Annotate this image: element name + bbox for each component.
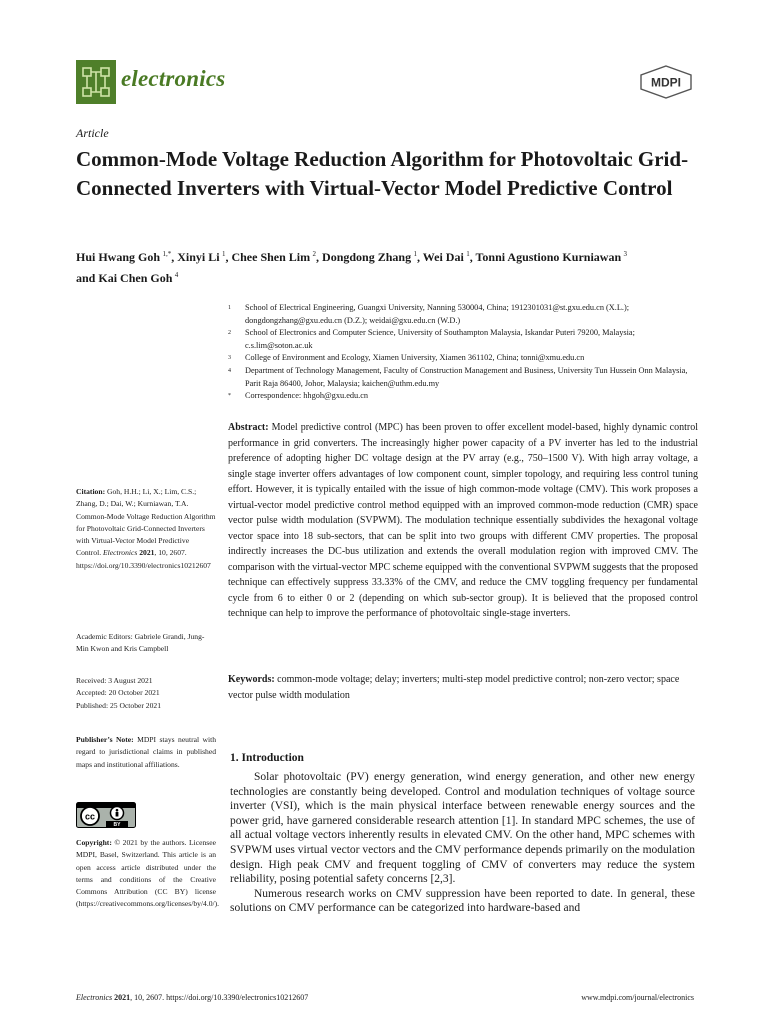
keywords-label: Keywords:: [228, 674, 275, 685]
author-name[interactable]: Hui Hwang Goh: [76, 250, 161, 264]
author-name[interactable]: Kai Chen Goh: [98, 271, 173, 285]
affiliation-item: [228, 352, 698, 365]
cc-by-license-icon[interactable]: [76, 802, 136, 828]
date-published: Published: 25 October 2021: [76, 700, 161, 710]
footer-citation: [76, 993, 308, 1002]
citation-journal: Electronics: [103, 548, 138, 558]
footer-doi[interactable]: , 10, 2607. https://doi.org/10.3390/electronics10212607: [130, 993, 309, 1002]
affiliations: [228, 302, 698, 403]
author-name[interactable]: Xinyi Li: [177, 250, 220, 264]
abstract-label: Abstract:: [228, 422, 269, 433]
journal-name: electronics: [121, 66, 226, 91]
date-received: Received: 3 August 2021: [76, 676, 153, 685]
publication-dates: [76, 675, 216, 712]
cc-badge-label: BY: [113, 822, 121, 828]
author-sup: 1: [466, 250, 470, 258]
author-name[interactable]: Chee Shen Lim: [231, 250, 311, 264]
citation-doi[interactable]: , 10, 2607. https://doi.org/10.3390/electronics10212607: [76, 548, 211, 570]
academic-editors: Academic Editors: Gabriele Grandi, Jung-Min Kwon and Kris Campbell: [76, 632, 205, 654]
abstract: [228, 420, 698, 622]
copyright-block: [76, 837, 220, 911]
citation-year: 2021: [139, 548, 155, 558]
affiliation-text: Correspondence: hhgoh@gxu.edu.cn: [245, 391, 369, 401]
svg-text:cc: cc: [84, 811, 96, 822]
author-name[interactable]: Dongdong Zhang: [322, 250, 412, 264]
affiliation-text: College of Environment and Ecology, Xiamen University, Xiamen 361102, China; tonni@xmu.edu.cn: [245, 353, 585, 363]
journal-logo: [76, 60, 116, 104]
author-list: Hui Hwang Goh $^{1,*}$, Xinyi Li $^1$, Chee Shen Lim $^2$, Dongdong Zhang $^1$, Wei Dai $^1$, Tonni Agustiono Kurniawan $^3$ and Kai Chen Goh $^4$: [76, 250, 628, 285]
mdpi-logo: [639, 65, 693, 99]
affiliation-item: [228, 365, 698, 390]
author-sup: 1: [221, 250, 226, 258]
publishers-note-label: Publisher’s Note:: [76, 735, 134, 744]
paragraph: Solar photovoltaic (PV) energy generation, wind energy generation, and other new energy technologies are constantly being developed. Control and modulation techniques of voltage source inverter (VSI), which is the main physical interface between renewable energy sources and the power grid, have garnered considerable research attention [1]. In standard MPC schemes, the use of all actual voltage vectors inherently results in elevated CMV. On the other hand, MPC schemes with SVPWM uses virtual vector vectors and the CMV performance depends primarily on the modulation design. High peak CMV and frequent toggling of CMV of converters may reduce the system reliability, posing potential safety concerns [2,3].: [230, 771, 695, 886]
copyright-text: © 2021 by the authors. Licensee MDPI, Basel, Switzerland. This article is an open access article distributed under the terms and conditions of the Creative Commons Attribution (CC BY) license (https://creativecommons.org/licenses/by/4.0/).: [76, 838, 220, 909]
author-sup: 1: [413, 250, 417, 258]
author-sup: 2: [312, 250, 317, 258]
publisher-name: MDPI: [651, 75, 681, 90]
author-sup: 3: [623, 250, 628, 258]
article-title: Common-Mode Voltage Reduction Algorithm for Photovoltaic Grid-Connected Inverters with Virtual-Vector Model Predictive Control: [76, 147, 689, 200]
affiliation-number: 4: [228, 367, 231, 374]
affiliation-number: *: [228, 393, 231, 400]
date-accepted: Accepted: 20 October 2021: [76, 688, 160, 698]
affiliation-number: 1: [228, 305, 231, 311]
affiliation-text: School of Electronics and Computer Science, University of Southampton Malaysia, Iskandar Puteri 79200, Malaysia; c.s.lim@soton.ac.uk: [245, 328, 635, 350]
footer-journal: Electronics: [76, 993, 113, 1002]
affiliation-text: Department of Technology Management, Faculty of Construction Management and Business, University Tun Hussein Onn Malaysia, Parit Raja 86400, Johor, Malaysia; kaichen@uthm.edu.my: [245, 365, 688, 388]
citation-block: [76, 486, 216, 572]
footer-year: 2021: [114, 993, 131, 1002]
section-heading: 1. Introduction: [230, 752, 304, 764]
abstract-text: Model predictive control (MPC) has been proven to offer excellent model-based, highly dynamic control performance in grid converters. The increasingly higher power capacity of a PV inverter has led to the industrial preference of adopting higher DC voltage design at the PV array (e.g., 750–1500 V). With high array voltage, a single stage inverter offers advantages of low component count, simpler topology, and requiring less control tuning effort. However, it is typically entailed with the issue of high common-mode voltage (CMV). This work proposes a virtual-vector model predictive control method equipped with an improved common-mode reduction (CMR) space vector pulse width modulation (SVPWM). The modulation technique essentially subdivides the hexagonal voltage vector space into 18 sub-sectors, that can be split into two groups with different CMV properties. The proposal indirectly increases the DC-bus utilization and extends the overall modulation region with improved CMV. The comparison with the virtual-vector MPC scheme equipped with the conventional SVPWM suggests that the proposed technique can effectively suppress 33.33% of the CMV, and reduce the CMV toggling frequency per fundamental cycle from 6 to either 0 or 2 (depending on which sub-sector group). It is believed that the proposed control technique can help to improve the performance of photovoltaic single-stage inverters.: [228, 422, 699, 619]
affiliation-text: School of Electrical Engineering, Guangxi University, Nanning 530004, China; 1912301031@st.gxu.edu.cn (X.L.); dongdongzhang@gxu.edu.cn (D.Z.); weidai@gxu.edu.cn (W.D.): [245, 303, 630, 325]
author-sup: 1,*: [162, 250, 172, 258]
copyright-label: Copyright:: [76, 838, 112, 847]
keywords: [228, 672, 698, 703]
affiliation-item: [228, 302, 698, 327]
author-name[interactable]: Tonni Agustiono Kurniawan: [475, 250, 622, 264]
affiliation-item: [228, 327, 698, 352]
author-name[interactable]: Wei Dai: [422, 250, 464, 264]
affiliation-item: [228, 390, 698, 403]
author-sup: 4: [174, 271, 179, 279]
article-type: Article: [76, 126, 109, 140]
publishers-note-text: MDPI stays neutral with regard to jurisdictional claims in published maps and institutional affiliations.: [76, 735, 216, 769]
introduction-body: [230, 770, 695, 916]
citation-label: Citation:: [76, 487, 106, 496]
footer-journal-url[interactable]: www.mdpi.com/journal/electronics: [581, 993, 694, 1002]
keywords-text: common-mode voltage; delay; inverters; multi-step model predictive control; non-zero vector; space vector pulse width modulation: [228, 674, 680, 701]
citation-text: Goh, H.H.; Li, X.; Lim, C.S.; Zhang, D.; Dai, W.; Kurniawan, T.A. Common-Mode Voltage Reduction Algorithm for Photovoltaic Grid-Connected Inverters with Virtual-Vector Model Predictive Control.: [76, 487, 216, 558]
affiliation-number: 3: [228, 355, 231, 362]
affiliation-number: 2: [228, 330, 231, 337]
paragraph: Numerous research works on CMV suppression have been reported to date. In general, these solutions on CMV performance can be categorized into hardware-based and: [230, 887, 695, 915]
publishers-note: [76, 734, 216, 771]
